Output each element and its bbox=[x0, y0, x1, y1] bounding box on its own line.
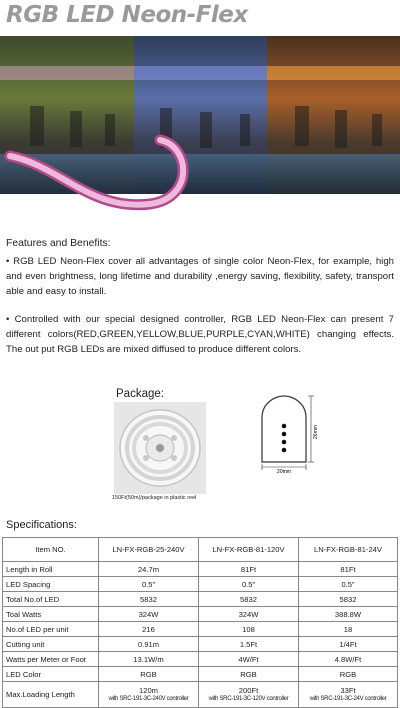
cell-value: RGB bbox=[199, 667, 299, 682]
cell-value: 81Ft bbox=[199, 562, 299, 577]
row-label: Watts per Meter or Foot bbox=[3, 652, 99, 667]
row-label: Toal Watts bbox=[3, 607, 99, 622]
row-label: Max.Loading Length bbox=[3, 682, 99, 708]
cell-value: 24.7m bbox=[99, 562, 199, 577]
width-dimension: 20mm bbox=[277, 469, 291, 475]
title-bar bbox=[0, 0, 400, 34]
row-label: Cutting unit bbox=[3, 637, 99, 652]
cross-section-diagram bbox=[256, 392, 326, 474]
cell-value: 0.5” bbox=[199, 577, 299, 592]
cell-value: 324W bbox=[199, 607, 299, 622]
cell-value: 4W/Ft bbox=[199, 652, 299, 667]
reel-photo bbox=[114, 402, 206, 494]
profile-drawing bbox=[256, 392, 326, 474]
cell-value: 13.1W/m bbox=[99, 652, 199, 667]
banner-photo-collage bbox=[0, 36, 400, 214]
feature-paragraph-2: • Controlled with our special designed controller, RGB LED Neon-Flex can present 7 different colors(RED,GREEN,YELLOW,BLUE,PURPLE,CYAN,WHITE) changing effects. The out put RGB LEDs are mixed diffused to produce different colors. bbox=[6, 313, 394, 356]
cell-value: 5832 bbox=[299, 592, 398, 607]
cell-value bbox=[299, 682, 398, 708]
cell-value: 0.91m bbox=[99, 637, 199, 652]
features-heading: Features and Benefits: bbox=[6, 238, 111, 249]
cell-value: 216 bbox=[99, 622, 199, 637]
plastic-reel-image bbox=[114, 402, 206, 494]
cell-value: RGB bbox=[299, 667, 398, 682]
table-row bbox=[3, 637, 398, 652]
cell-value: 388.8W bbox=[299, 607, 398, 622]
controller-note: with SRC-191-3C-120V controller bbox=[208, 696, 289, 702]
cell-value: RGB bbox=[99, 667, 199, 682]
table-row bbox=[3, 562, 398, 577]
loading-length-value: 120m bbox=[139, 686, 158, 695]
cell-value: 0.5” bbox=[299, 577, 398, 592]
controller-note: with SRC-191-3C-240V controller bbox=[108, 696, 189, 702]
row-label: LED Color bbox=[3, 667, 99, 682]
table-row bbox=[3, 577, 398, 592]
cell-value: 108 bbox=[199, 622, 299, 637]
cell-value bbox=[99, 682, 199, 708]
cell-value: 5832 bbox=[99, 592, 199, 607]
cell-value: 18 bbox=[299, 622, 398, 637]
height-dimension: 26mm bbox=[313, 425, 319, 439]
table-row bbox=[3, 682, 398, 708]
specifications-table bbox=[2, 537, 398, 708]
reel-caption: 150Ft(50m)/package in plastic reel bbox=[112, 495, 197, 501]
feature-paragraph-1: • RGB LED Neon-Flex cover all advantages of single color Neon-Flex, for example, high and even brightness, long lifetime and durability ,energy saving, flexibility, safety, transport able and easy to install. bbox=[6, 255, 394, 298]
table-row bbox=[3, 622, 398, 637]
specifications-label: Specifications: bbox=[6, 519, 77, 531]
table-row bbox=[3, 592, 398, 607]
cell-value: 4.8W/Ft bbox=[299, 652, 398, 667]
loading-length-value: 200Ft bbox=[238, 686, 259, 695]
row-label: No.of LED per unit bbox=[3, 622, 99, 637]
cell-value: 324W bbox=[99, 607, 199, 622]
page-title: RGB LED Neon-Flex bbox=[6, 2, 248, 28]
cell-value bbox=[199, 682, 299, 708]
product-banner-image bbox=[0, 36, 400, 214]
controller-note: with SRC-191-3C-24V controller bbox=[309, 696, 387, 702]
cell-value: 1.5Ft bbox=[199, 637, 299, 652]
loading-length-value: 33Ft bbox=[340, 686, 356, 695]
table-header-row bbox=[3, 538, 398, 562]
header-model: LN-FX-RGB-81-120V bbox=[199, 538, 299, 562]
row-label: Length in Roll bbox=[3, 562, 99, 577]
table-row bbox=[3, 652, 398, 667]
cell-value: 1/4Ft bbox=[299, 637, 398, 652]
header-model: LN-FX-RGB-25-240V bbox=[99, 538, 199, 562]
cell-value: 5832 bbox=[199, 592, 299, 607]
header-model: LN-FX-RGB-81-24V bbox=[299, 538, 398, 562]
cell-value: 81Ft bbox=[299, 562, 398, 577]
package-label: Package: bbox=[116, 388, 164, 400]
features-section bbox=[6, 236, 394, 358]
table-row bbox=[3, 607, 398, 622]
cell-value: 0.5” bbox=[99, 577, 199, 592]
row-label: LED Spacing bbox=[3, 577, 99, 592]
table-row bbox=[3, 667, 398, 682]
row-label: Total No.of LED bbox=[3, 592, 99, 607]
header-item-no: Item NO. bbox=[3, 538, 99, 562]
